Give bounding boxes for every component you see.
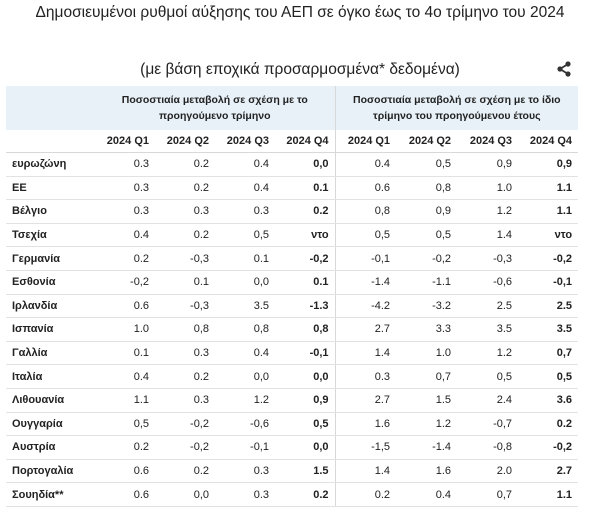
share-icon[interactable] [555,60,573,78]
quarter-header: 2024 Q4 [518,130,578,153]
quarter-header-row [6,130,578,153]
value-cell: 0.6 [95,459,155,483]
quarter-header: 2024 Q3 [215,130,275,153]
country-name: Εσθονία [6,270,95,294]
value-cell: 2.4 [457,388,518,412]
country-name: Τσεχία [6,223,95,247]
value-cell: 0.3 [155,388,215,412]
value-cell: -0,2 [155,412,215,436]
value-cell: 3.6 [518,388,578,412]
value-cell: -1.3 [275,294,335,318]
table-row [6,318,578,342]
value-cell: 0.2 [155,223,215,247]
value-cell: 1.5 [275,459,335,483]
quarter-header: 2024 Q1 [95,130,155,153]
table-row [6,483,578,507]
country-name: ευρωζώνη [6,153,95,177]
value-cell: -0,2 [95,270,155,294]
value-cell: 2.5 [457,294,518,318]
value-cell: 0,7 [457,483,518,507]
country-name: Βέλγιο [6,200,95,224]
value-cell: 0.3 [335,365,396,389]
value-cell: -0,6 [215,412,275,436]
value-cell: 1.1 [518,483,578,507]
value-cell: 0.2 [155,153,215,177]
value-cell: 0,9 [457,153,518,177]
country-name: Γαλλία [6,341,95,365]
country-column-header [6,130,95,153]
table-row [6,176,578,200]
value-cell: 0.3 [95,153,155,177]
value-cell: -1.4 [396,436,457,460]
value-cell: 0,9 [396,200,457,224]
group-header-row [6,86,578,130]
value-cell: 1.4 [335,459,396,483]
value-cell: 0,0 [215,270,275,294]
value-cell: -0,3 [155,247,215,271]
value-cell: 0,8 [396,176,457,200]
value-cell: 0,5 [95,412,155,436]
value-cell: -0,2 [275,247,335,271]
value-cell: 0.4 [95,223,155,247]
country-name: Σουηδία** [6,483,95,507]
value-cell: 1.2 [396,412,457,436]
value-cell: 0.4 [335,153,396,177]
value-cell: -0,1 [275,341,335,365]
value-cell: 3.5 [215,294,275,318]
value-cell: 0.6 [335,176,396,200]
value-cell: -0,2 [155,436,215,460]
value-cell: 0,5 [215,223,275,247]
value-cell: 0,8 [155,318,215,342]
value-cell: 0.1 [95,341,155,365]
value-cell: 2.5 [518,294,578,318]
value-cell: 1.4 [335,341,396,365]
value-cell: 0.1 [215,247,275,271]
value-cell: 1.1 [95,388,155,412]
quarter-header: 2024 Q2 [155,130,215,153]
value-cell: -0,2 [518,247,578,271]
value-cell: 0,7 [396,365,457,389]
table-row [6,153,578,177]
value-cell: ντο [518,223,578,247]
value-cell: 0.2 [155,365,215,389]
value-cell: -1.1 [396,270,457,294]
value-cell: 1.0 [457,176,518,200]
value-cell: 0.3 [155,341,215,365]
value-cell: 2.0 [457,459,518,483]
country-name: Αυστρία [6,436,95,460]
value-cell: 0.1 [275,270,335,294]
value-cell: -0,7 [457,412,518,436]
gdp-table [6,86,578,507]
value-cell: 1.1 [518,176,578,200]
value-cell: -0,3 [457,247,518,271]
value-cell: 0.4 [396,483,457,507]
country-name: Ιταλία [6,365,95,389]
group-header-qoq: Ποσοστιαία μεταβολή σε σχέση με το προηγούμενο τρίμηνο [95,86,335,130]
table-row [6,412,578,436]
value-cell: 0.4 [215,153,275,177]
table-row [6,294,578,318]
value-cell: 1.0 [396,341,457,365]
value-cell: 0,5 [335,223,396,247]
value-cell: 0,5 [518,365,578,389]
value-cell: 0.2 [275,200,335,224]
quarter-header: 2024 Q4 [275,130,335,153]
value-cell: 0.3 [95,176,155,200]
country-name: ΕΕ [6,176,95,200]
value-cell: 0,9 [275,388,335,412]
table-row [6,365,578,389]
value-cell: 0.2 [95,436,155,460]
value-cell: 0.4 [95,365,155,389]
corner-cell [6,86,95,130]
value-cell: -0,1 [335,247,396,271]
table-row [6,200,578,224]
table-body [6,153,578,507]
country-name: Ισπανία [6,318,95,342]
value-cell: 1.2 [457,341,518,365]
value-cell: -4.2 [335,294,396,318]
value-cell: 0.2 [155,176,215,200]
value-cell: 0.2 [275,483,335,507]
value-cell: 3.3 [396,318,457,342]
value-cell: 1.0 [95,318,155,342]
value-cell: 2.7 [518,459,578,483]
group-header-yoy: Ποσοστιαία μεταβολή σε σχέση με το ίδιο τρίμηνο του προηγούμενου έτους [335,86,578,130]
quarter-header: 2024 Q3 [457,130,518,153]
value-cell: 1.2 [457,200,518,224]
value-cell: -0,2 [396,247,457,271]
value-cell: 0,5 [396,153,457,177]
value-cell: 0,8 [335,200,396,224]
value-cell: 0,8 [275,318,335,342]
table-row [6,341,578,365]
value-cell: 0,5 [275,412,335,436]
value-cell: 3.5 [457,318,518,342]
country-name: Ιρλανδία [6,294,95,318]
value-cell: -1,5 [335,436,396,460]
table-row [6,223,578,247]
value-cell: 2.7 [335,388,396,412]
value-cell: 0,5 [396,223,457,247]
country-name: Πορτογαλία [6,459,95,483]
value-cell: -0,1 [215,436,275,460]
value-cell: 0.2 [155,459,215,483]
value-cell: -1.4 [335,270,396,294]
country-name: Ουγγαρία [6,412,95,436]
value-cell: 0.3 [155,200,215,224]
value-cell: 0,0 [275,436,335,460]
value-cell: 0.3 [215,200,275,224]
value-cell: 0,5 [457,365,518,389]
value-cell: 1.1 [518,200,578,224]
table-row [6,436,578,460]
value-cell: 0.1 [275,176,335,200]
country-name: Λιθουανία [6,388,95,412]
value-cell: 0.1 [155,270,215,294]
value-cell: 1.6 [335,412,396,436]
table-row [6,270,578,294]
value-cell: 1.2 [215,388,275,412]
quarter-header: 2024 Q1 [335,130,396,153]
table-row [6,388,578,412]
value-cell: 1.5 [396,388,457,412]
value-cell: -0,6 [457,270,518,294]
value-cell: -0,2 [518,436,578,460]
quarter-header: 2024 Q2 [396,130,457,153]
value-cell: -0,1 [518,270,578,294]
page-title: Δημοσιευμένοι ρυθμοί αύξησης του ΑΕΠ σε όγκο έως το 4ο τρίμηνο του 2024 [35,4,565,21]
value-cell: 3.5 [518,318,578,342]
value-cell: 0,0 [215,365,275,389]
value-cell: 0,9 [518,153,578,177]
value-cell: 0.4 [215,176,275,200]
value-cell: 0.4 [215,341,275,365]
value-cell: 0,0 [155,483,215,507]
table-row [6,459,578,483]
value-cell: 0,8 [215,318,275,342]
value-cell: 1.6 [396,459,457,483]
value-cell: 2.7 [335,318,396,342]
value-cell: 1.4 [457,223,518,247]
value-cell: 0.2 [518,412,578,436]
value-cell: 0.3 [215,459,275,483]
value-cell: 0,7 [518,341,578,365]
page-subtitle: (με βάση εποχικά προσαρμοσμένα* δεδομένα) [140,61,460,78]
value-cell: 0.2 [335,483,396,507]
value-cell: 0.2 [95,247,155,271]
value-cell: 0.6 [95,483,155,507]
value-cell: 0.3 [215,483,275,507]
table-row [6,247,578,271]
value-cell: 0.6 [95,294,155,318]
value-cell: 0,0 [275,365,335,389]
value-cell: ντο [275,223,335,247]
value-cell: -3.2 [396,294,457,318]
value-cell: 0,0 [275,153,335,177]
value-cell: -0,8 [457,436,518,460]
value-cell: -0,3 [155,294,215,318]
value-cell: 0.3 [95,200,155,224]
country-name: Γερμανία [6,247,95,271]
